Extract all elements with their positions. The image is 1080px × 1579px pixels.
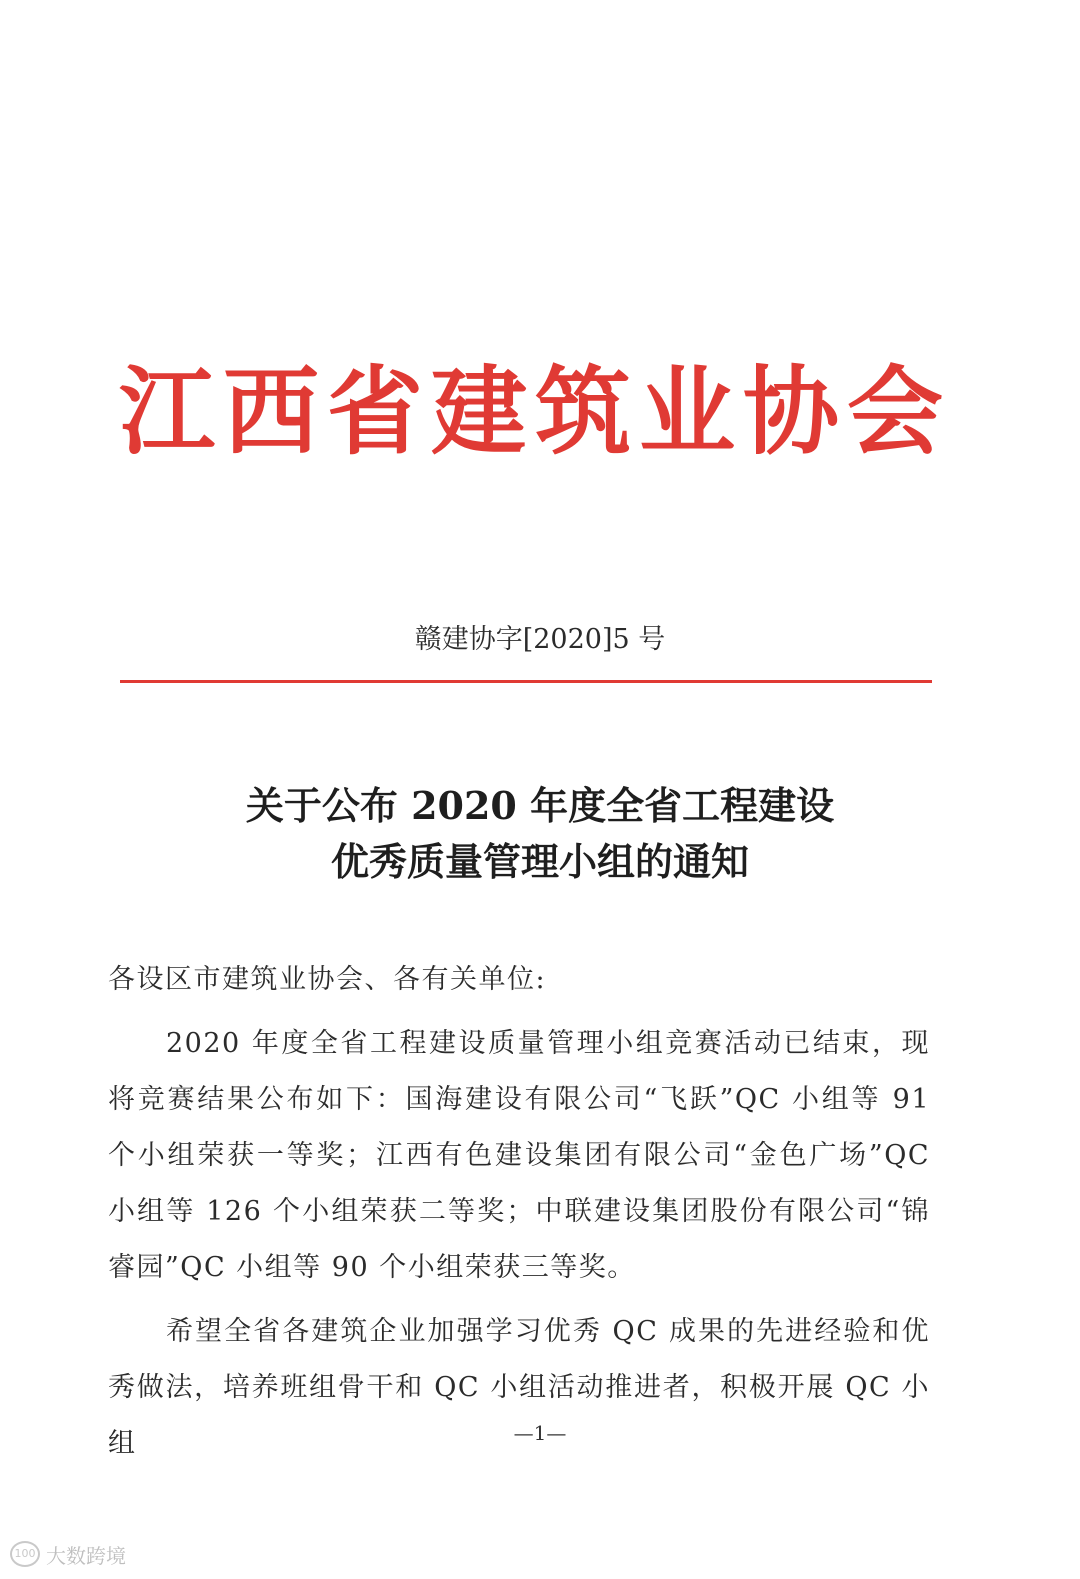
page-number: —1—: [513, 1421, 567, 1445]
letterhead-divider: [120, 680, 932, 683]
notice-title-line-1: 关于公布 2020 年度全省工程建设: [245, 783, 835, 828]
watermark-text: 大数跨境: [46, 1543, 126, 1568]
organization-letterhead: 江西省建筑业协会: [119, 355, 951, 468]
salutation: 各设区市建筑业协会、各有关单位:: [108, 964, 547, 995]
watermark-logo-icon: 100: [10, 1541, 40, 1567]
document-number: 赣建协字[2020]5 号: [414, 624, 666, 655]
notice-title-line-2: 优秀质量管理小组的通知: [330, 839, 749, 884]
notice-title: [0, 778, 1080, 890]
body-paragraph-1: 2020 年度全省工程建设质量管理小组竞赛活动已结束，现将竞赛结果公布如下：国海建设有限公司“飞跃”QC 小组等 91 个小组荣获一等奖；江西有色建设集团有限公司“金色广场”QC 小组等 126 个小组荣获二等奖；中联建设集团股份有限公司“锦睿园”QC 小组等 90 个小组荣获三等奖。: [108, 1028, 930, 1283]
body-paragraph-2: 希望全省各建筑企业加强学习优秀 QC 成果的先进经验和优秀做法，培养班组骨干和 QC 小组活动推进者，积极开展 QC 小组: [108, 1316, 930, 1459]
notice-body: [108, 952, 930, 1480]
watermark: [10, 1538, 126, 1570]
